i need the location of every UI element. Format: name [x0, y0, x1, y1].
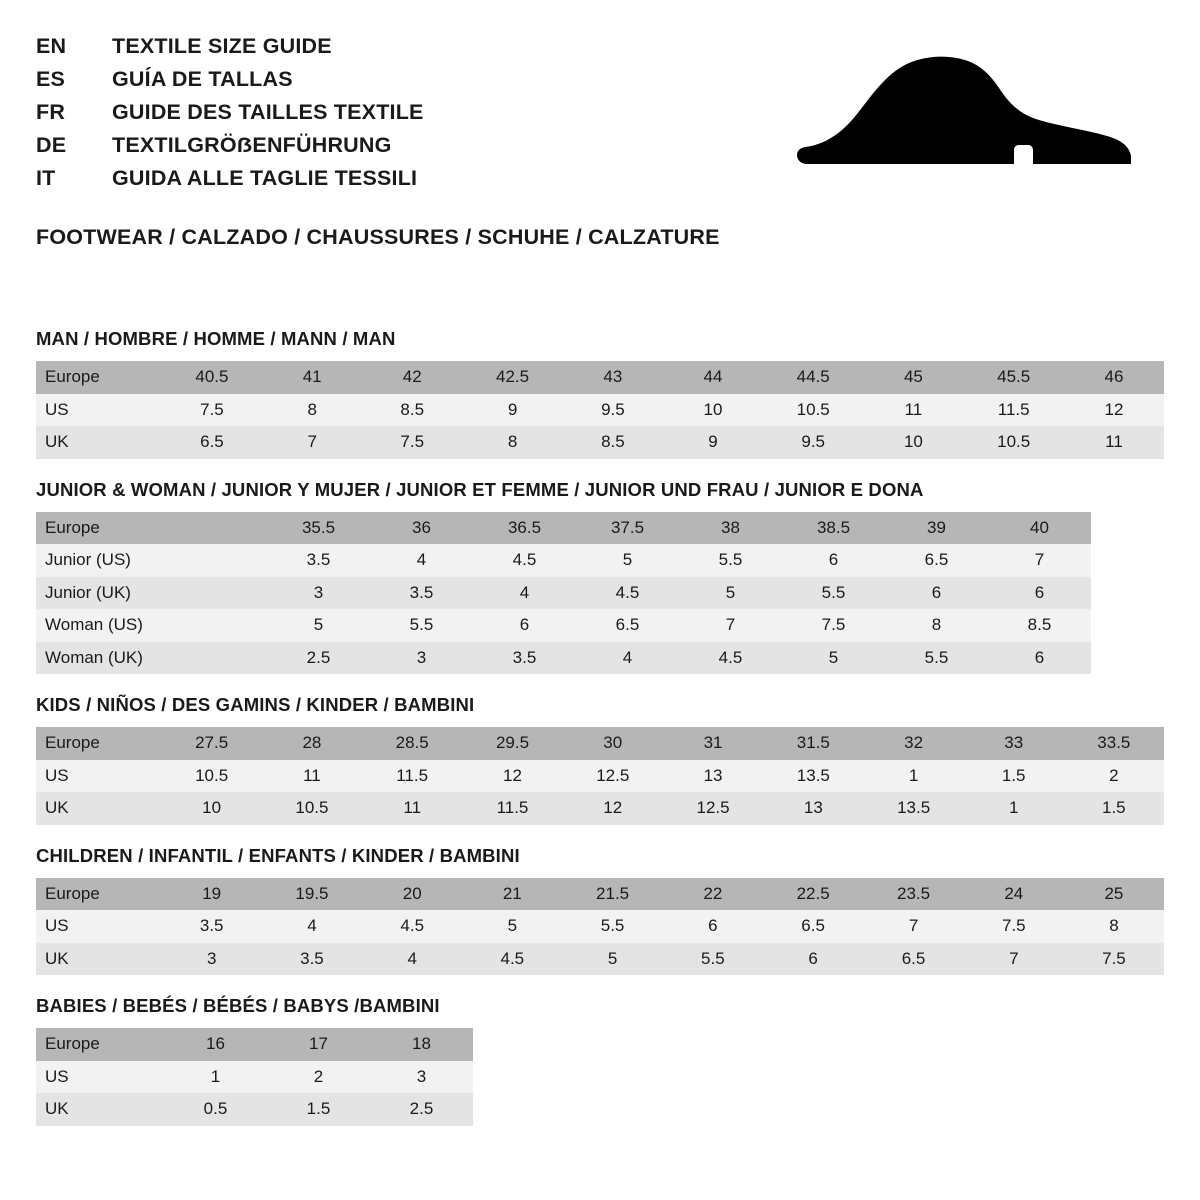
table-cell: 7 — [863, 910, 963, 943]
table-cell: 6 — [763, 943, 863, 976]
table-row — [36, 1093, 473, 1126]
table-cell: 7 — [988, 544, 1091, 577]
table-cell: 4 — [362, 943, 462, 976]
table-cell: 5 — [679, 577, 782, 610]
table-row — [36, 577, 1091, 610]
table-cell: 6.5 — [885, 544, 988, 577]
language-code: DE — [36, 133, 67, 157]
table-cell: 11.5 — [362, 760, 462, 793]
table-cell: 4 — [473, 577, 576, 610]
table-row — [36, 760, 1164, 793]
table-cell: 41 — [262, 361, 362, 394]
size-table-man — [36, 361, 1164, 459]
table-cell: 21.5 — [562, 878, 662, 911]
table-cell: 31.5 — [763, 727, 863, 760]
row-label: Woman (US) — [36, 609, 164, 642]
table-cell: 11 — [362, 792, 462, 825]
table-cell: 13.5 — [863, 792, 963, 825]
table-cell: 12.5 — [563, 760, 663, 793]
table-cell: 1 — [964, 792, 1064, 825]
table-cell: 4.5 — [462, 943, 562, 976]
row-label: Europe — [36, 1028, 164, 1061]
table-cell: 6 — [782, 544, 885, 577]
table-cell: 30 — [563, 727, 663, 760]
table-cell: 9 — [663, 426, 763, 459]
table-cell: 7.5 — [964, 910, 1064, 943]
table-cell: 13.5 — [763, 760, 863, 793]
table-cell: 1 — [863, 760, 963, 793]
row-label: Europe — [36, 727, 162, 760]
table-cell: 7 — [964, 943, 1064, 976]
table-cell: 4.5 — [473, 544, 576, 577]
table-cell: 4.5 — [679, 642, 782, 675]
language-title: TEXTILE SIZE GUIDE — [112, 34, 332, 58]
table-cell: 28 — [262, 727, 362, 760]
language-title: GUÍA DE TALLAS — [112, 67, 293, 91]
table-cell: 7.5 — [362, 426, 462, 459]
table-cell: 8 — [885, 609, 988, 642]
table-cell: 10.5 — [162, 760, 262, 793]
table-cell: 45 — [863, 361, 963, 394]
table-cell: 2.5 — [370, 1093, 473, 1126]
table-cell: 5.5 — [679, 544, 782, 577]
table-row — [36, 642, 1091, 675]
row-label: UK — [36, 426, 162, 459]
table-cell: 5 — [462, 910, 562, 943]
table-cell: 6.5 — [763, 910, 863, 943]
table-cell: 11 — [262, 760, 362, 793]
table-cell: 3.5 — [267, 544, 370, 577]
table-cell: 3 — [370, 642, 473, 675]
row-label: US — [36, 1061, 164, 1094]
table-row — [36, 544, 1091, 577]
table-row — [36, 878, 1164, 911]
language-code: ES — [36, 67, 66, 91]
table-cell: 6 — [885, 577, 988, 610]
table-cell: 42.5 — [462, 361, 562, 394]
table-cell: 24 — [964, 878, 1064, 911]
shoe-illustration — [784, 34, 1164, 182]
row-label: Woman (UK) — [36, 642, 164, 675]
table-cell: 7.5 — [1064, 943, 1164, 976]
table-cell: 6.5 — [576, 609, 679, 642]
table-cell: 36 — [370, 512, 473, 545]
table-cell: 6 — [473, 609, 576, 642]
size-table-babies — [36, 1028, 473, 1126]
table-cell: 3 — [370, 1061, 473, 1094]
table-cell: 8 — [262, 394, 362, 427]
size-table-children — [36, 878, 1164, 976]
table-row — [36, 394, 1164, 427]
table-cell: 29.5 — [462, 727, 562, 760]
language-code: FR — [36, 100, 66, 124]
table-row — [36, 792, 1164, 825]
table-cell: 3 — [162, 943, 262, 976]
row-label: UK — [36, 943, 162, 976]
table-cell: 12.5 — [663, 792, 763, 825]
table-cell: 1.5 — [1064, 792, 1164, 825]
table-cell: 2 — [267, 1061, 370, 1094]
table-cell: 5 — [267, 609, 370, 642]
table-cell: 9.5 — [763, 426, 863, 459]
section-man — [36, 328, 1164, 459]
table-cell: 6 — [988, 577, 1091, 610]
table-cell — [164, 544, 267, 577]
table-cell — [164, 512, 267, 545]
table-cell: 20 — [362, 878, 462, 911]
table-cell: 12 — [563, 792, 663, 825]
table-cell: 5 — [782, 642, 885, 675]
table-cell: 3.5 — [162, 910, 262, 943]
section-title: KIDS / NIÑOS / DES GAMINS / KINDER / BAMBINI — [36, 694, 475, 715]
table-cell: 3.5 — [370, 577, 473, 610]
table-cell: 1 — [164, 1061, 267, 1094]
table-cell: 4 — [576, 642, 679, 675]
section-title: MAN / HOMBRE / HOMME / MANN / MAN — [36, 328, 396, 349]
table-cell: 10.5 — [763, 394, 863, 427]
table-cell: 8 — [462, 426, 562, 459]
table-cell: 5.5 — [885, 642, 988, 675]
row-label: UK — [36, 1093, 164, 1126]
table-cell: 4.5 — [576, 577, 679, 610]
table-row — [36, 1028, 473, 1061]
table-cell: 27.5 — [162, 727, 262, 760]
row-label: US — [36, 910, 162, 943]
table-cell: 5.5 — [370, 609, 473, 642]
section-title: BABIES / BEBÉS / BÉBÉS / BABYS /BAMBINI — [36, 995, 440, 1016]
table-cell: 8 — [1064, 910, 1164, 943]
table-cell: 2.5 — [267, 642, 370, 675]
language-title: GUIDA ALLE TAGLIE TESSILI — [112, 166, 418, 190]
table-cell: 32 — [863, 727, 963, 760]
table-cell: 42 — [362, 361, 462, 394]
language-row — [36, 133, 424, 166]
table-cell: 45.5 — [963, 361, 1063, 394]
size-table-kids — [36, 727, 1164, 825]
table-cell: 3.5 — [473, 642, 576, 675]
table-cell: 22.5 — [763, 878, 863, 911]
table-cell: 7 — [679, 609, 782, 642]
table-cell: 40 — [988, 512, 1091, 545]
table-cell: 19 — [162, 878, 262, 911]
row-label: UK — [36, 792, 162, 825]
table-cell — [164, 577, 267, 610]
table-cell: 5 — [576, 544, 679, 577]
dress-shoe-icon — [795, 52, 1135, 182]
table-cell: 3.5 — [262, 943, 362, 976]
table-cell: 33.5 — [1064, 727, 1164, 760]
table-row — [36, 1061, 473, 1094]
table-cell: 9 — [462, 394, 562, 427]
table-row — [36, 512, 1091, 545]
language-row — [36, 34, 424, 67]
table-cell: 40.5 — [162, 361, 262, 394]
table-cell: 44 — [663, 361, 763, 394]
table-cell: 4 — [370, 544, 473, 577]
table-row — [36, 910, 1164, 943]
language-row — [36, 67, 424, 100]
table-cell: 10 — [863, 426, 963, 459]
table-cell: 11 — [1064, 426, 1164, 459]
table-cell: 8.5 — [563, 426, 663, 459]
row-label: Europe — [36, 878, 162, 911]
section-babies — [36, 995, 1164, 1126]
table-cell: 46 — [1064, 361, 1164, 394]
row-label: Europe — [36, 512, 164, 545]
table-cell: 23.5 — [863, 878, 963, 911]
table-cell: 11.5 — [462, 792, 562, 825]
table-row — [36, 361, 1164, 394]
row-label: US — [36, 394, 162, 427]
table-cell: 36.5 — [473, 512, 576, 545]
language-title-list — [36, 34, 424, 199]
section-title: JUNIOR & WOMAN / JUNIOR Y MUJER / JUNIOR ET FEMME / JUNIOR UND FRAU / JUNIOR E DONA — [36, 478, 924, 500]
table-cell: 5 — [562, 943, 662, 976]
table-row — [36, 609, 1091, 642]
table-cell: 6.5 — [162, 426, 262, 459]
table-row — [36, 426, 1164, 459]
language-row — [36, 166, 424, 199]
table-cell: 11.5 — [963, 394, 1063, 427]
table-cell: 13 — [763, 792, 863, 825]
table-row — [36, 727, 1164, 760]
table-cell: 13 — [663, 760, 763, 793]
table-cell: 7 — [262, 426, 362, 459]
table-cell: 0.5 — [164, 1093, 267, 1126]
table-cell: 7.5 — [782, 609, 885, 642]
table-cell: 21 — [462, 878, 562, 911]
language-row — [36, 100, 424, 133]
table-cell: 16 — [164, 1028, 267, 1061]
table-cell: 10.5 — [262, 792, 362, 825]
table-cell: 12 — [462, 760, 562, 793]
table-cell: 44.5 — [763, 361, 863, 394]
table-cell: 8.5 — [988, 609, 1091, 642]
table-cell: 4 — [262, 910, 362, 943]
section-junior-woman — [36, 479, 1164, 675]
table-cell: 38 — [679, 512, 782, 545]
row-label: Junior (UK) — [36, 577, 164, 610]
table-cell: 7.5 — [162, 394, 262, 427]
table-cell: 33 — [964, 727, 1064, 760]
table-cell: 3 — [267, 577, 370, 610]
category-line: FOOTWEAR / CALZADO / CHAUSSURES / SCHUHE / CALZATURE — [36, 225, 720, 249]
table-cell: 35.5 — [267, 512, 370, 545]
table-cell: 1.5 — [267, 1093, 370, 1126]
language-code: EN — [36, 34, 67, 58]
table-cell: 8.5 — [362, 394, 462, 427]
section-kids — [36, 694, 1164, 825]
table-cell: 12 — [1064, 394, 1164, 427]
table-row — [36, 943, 1164, 976]
size-table-junior-woman — [36, 512, 1091, 675]
section-title: CHILDREN / INFANTIL / ENFANTS / KINDER / BAMBINI — [36, 844, 520, 866]
table-cell: 31 — [663, 727, 763, 760]
table-cell: 10.5 — [963, 426, 1063, 459]
table-cell: 5.5 — [562, 910, 662, 943]
table-cell: 19.5 — [262, 878, 362, 911]
table-cell — [164, 642, 267, 675]
table-cell: 28.5 — [362, 727, 462, 760]
size-sections — [36, 328, 1164, 1126]
table-cell: 6.5 — [863, 943, 963, 976]
table-cell: 43 — [563, 361, 663, 394]
language-title: TEXTILGRÖẞENFÜHRUNG — [112, 133, 392, 157]
row-label: Europe — [36, 361, 162, 394]
table-cell: 10 — [663, 394, 763, 427]
table-cell: 9.5 — [563, 394, 663, 427]
table-cell: 2 — [1064, 760, 1164, 793]
table-cell: 17 — [267, 1028, 370, 1061]
table-cell — [164, 609, 267, 642]
section-children — [36, 845, 1164, 976]
table-cell: 37.5 — [576, 512, 679, 545]
table-cell: 11 — [863, 394, 963, 427]
table-cell: 18 — [370, 1028, 473, 1061]
row-label: Junior (US) — [36, 544, 164, 577]
row-label: US — [36, 760, 162, 793]
language-code: IT — [36, 166, 56, 190]
page-header — [36, 34, 1164, 199]
language-title: GUIDE DES TAILLES TEXTILE — [112, 100, 424, 124]
table-cell: 6 — [988, 642, 1091, 675]
table-cell: 10 — [162, 792, 262, 825]
table-cell: 22 — [663, 878, 763, 911]
table-cell: 4.5 — [362, 910, 462, 943]
table-cell: 25 — [1064, 878, 1164, 911]
table-cell: 39 — [885, 512, 988, 545]
table-cell: 38.5 — [782, 512, 885, 545]
table-cell: 5.5 — [663, 943, 763, 976]
table-cell: 5.5 — [782, 577, 885, 610]
table-cell: 1.5 — [964, 760, 1064, 793]
table-cell: 6 — [663, 910, 763, 943]
